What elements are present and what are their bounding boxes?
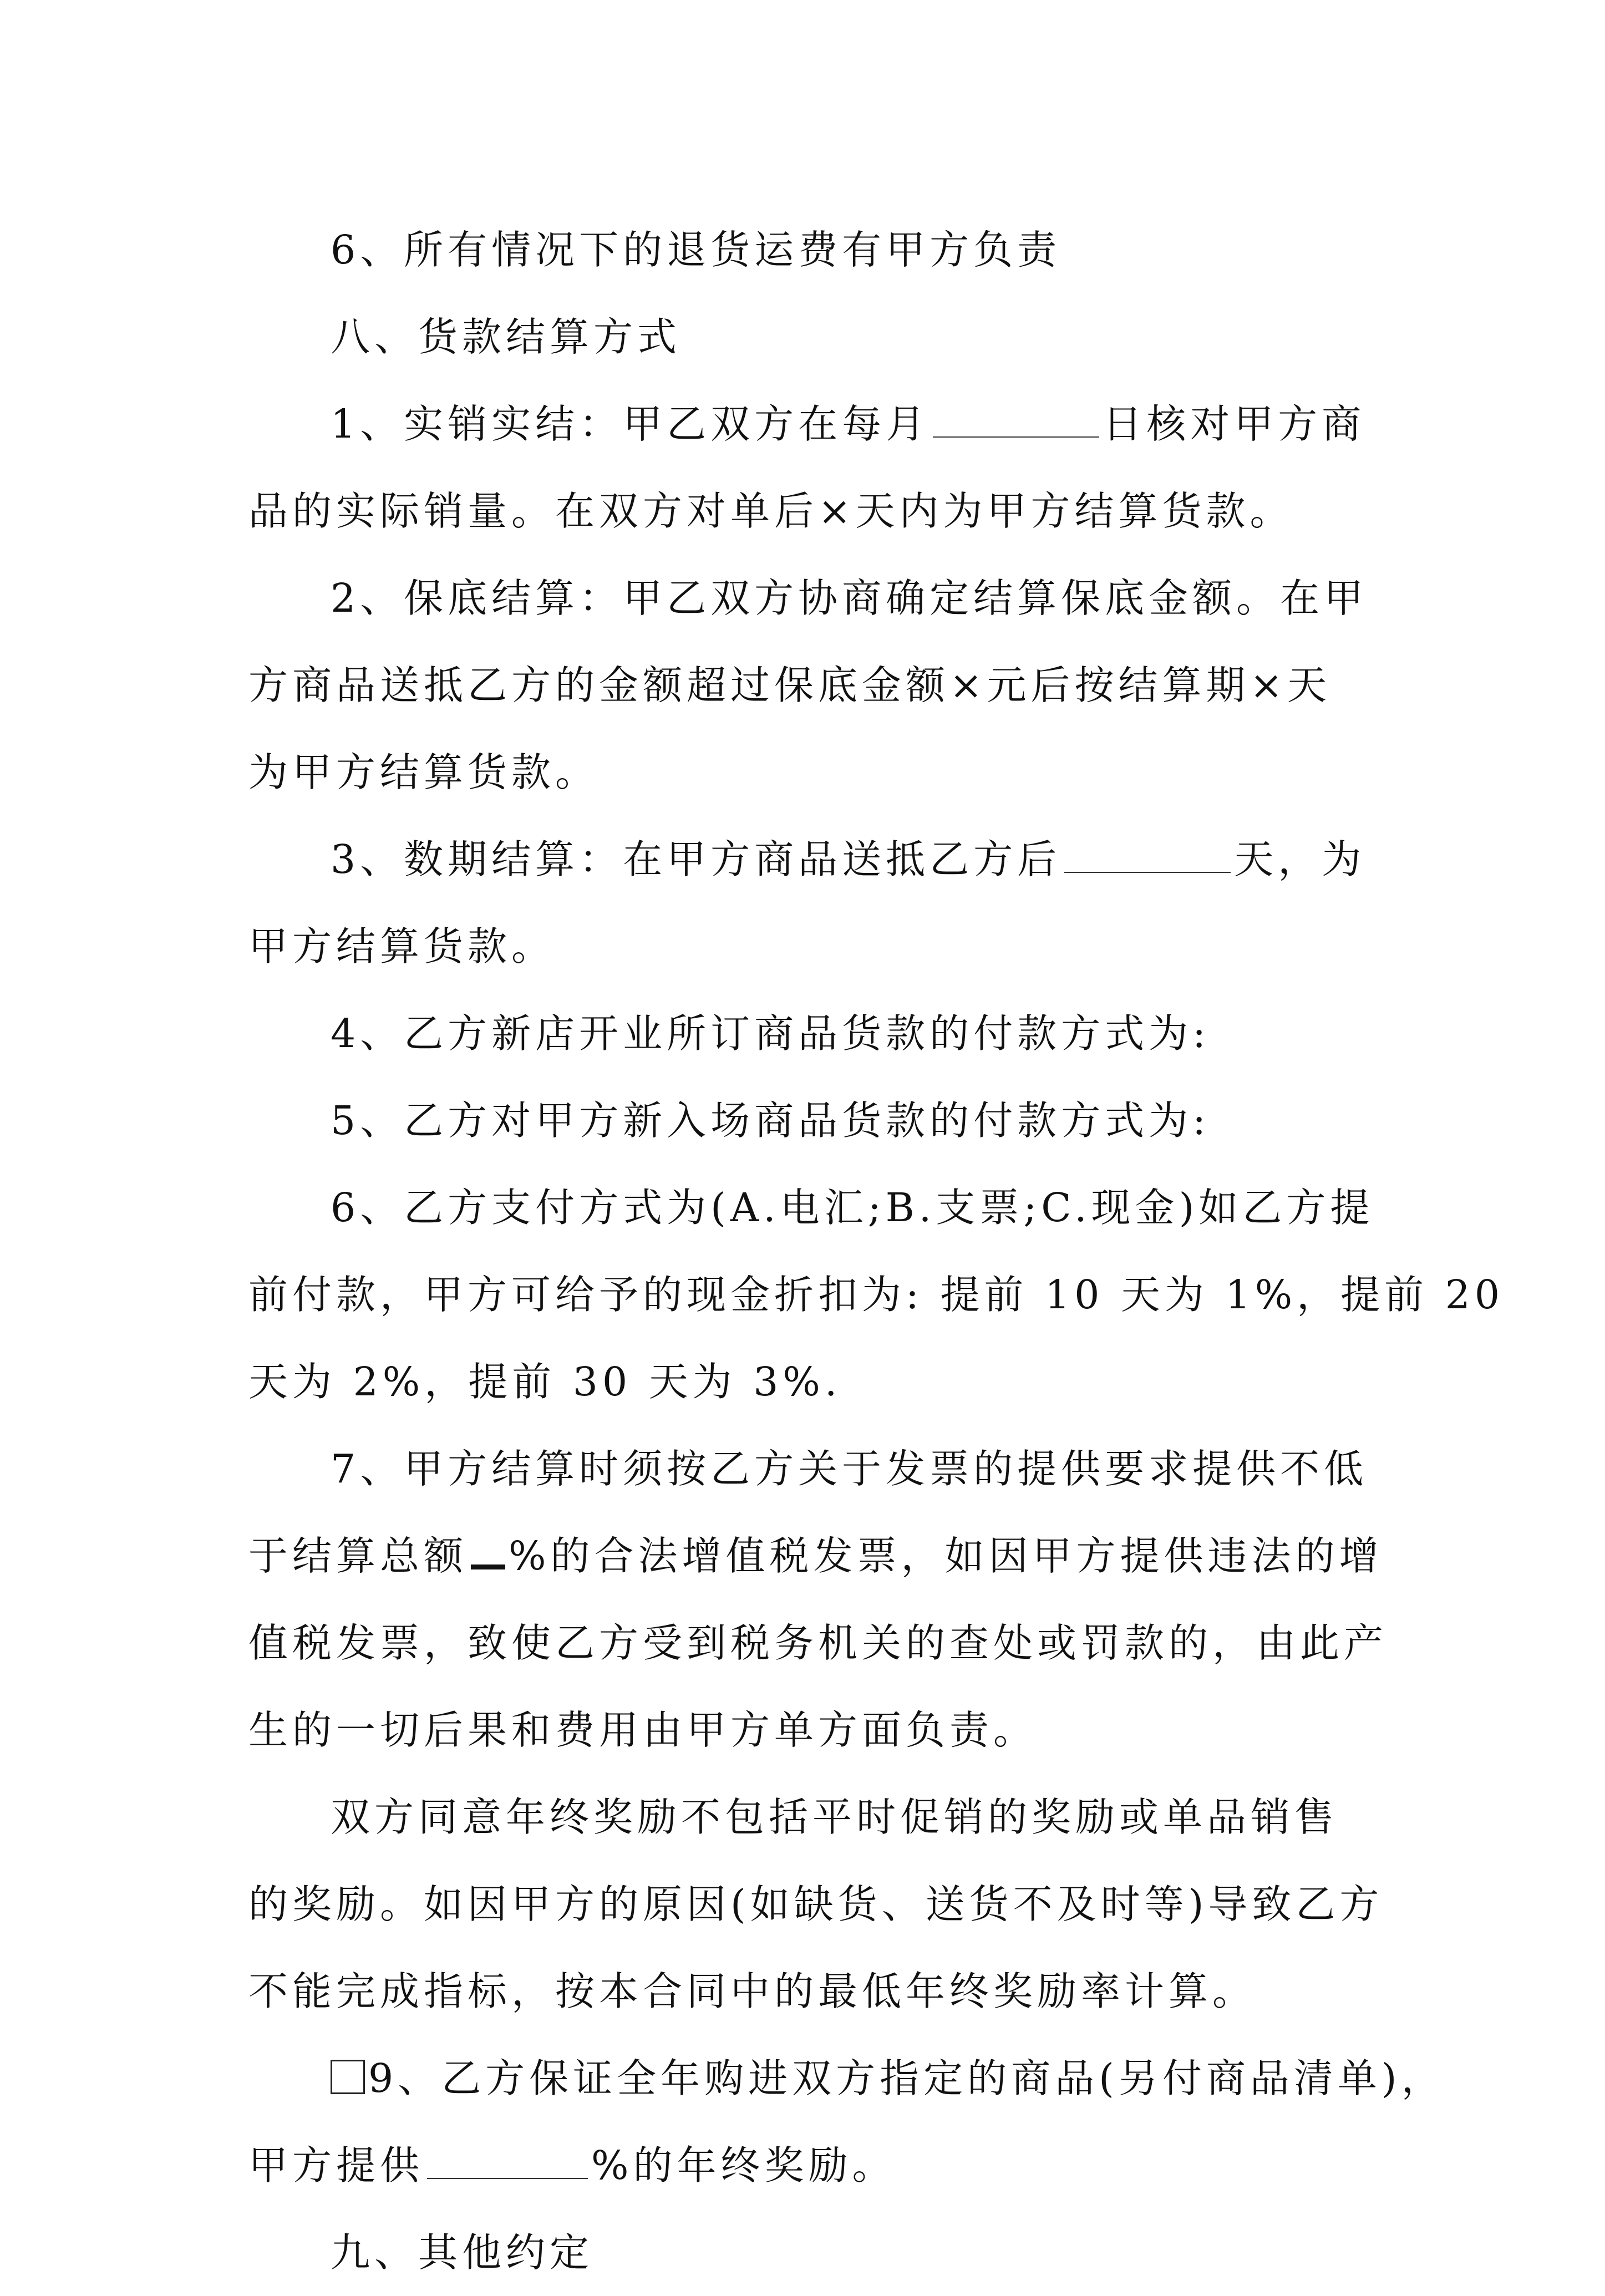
fill-blank-percent[interactable] xyxy=(471,1527,505,1569)
checkbox-icon[interactable] xyxy=(331,2060,365,2094)
clause-text: 9、乙方保证全年购进双方指定的商品(另付商品清单)， xyxy=(368,2055,1445,2101)
clause-text: 日核对甲方商 xyxy=(1103,401,1366,447)
clause-term-settlement xyxy=(248,816,1378,903)
clause-payment-method: 6、乙方支付方式为(A.电汇;B.支票;C.现金)如乙方提 xyxy=(331,1185,1374,1231)
clause-continuation: 生的一切后果和费用由甲方单方面负责。 xyxy=(248,1707,1038,1753)
fill-blank-percent[interactable] xyxy=(427,2141,588,2179)
clause-continuation: 甲方结算货款。 xyxy=(248,923,556,969)
clause-text: 天，为 xyxy=(1234,836,1366,882)
clause-invoice: 7、甲方结算时须按乙方关于发票的提供要求提供不低 xyxy=(331,1446,1368,1492)
clause-text: 于结算总额 xyxy=(248,1533,468,1579)
clause-text: 3、数期结算：在甲方商品送抵乙方后 xyxy=(331,836,1061,882)
clause-text: 甲方提供 xyxy=(248,2142,424,2188)
clause-year-end-bonus: 双方同意年终奖励不包括平时促销的奖励或单品销售 xyxy=(331,1794,1339,1840)
clause-continuation: 天为 2%，提前 30 天为 3%. xyxy=(248,1359,842,1405)
clause-continuation: 值税发票，致使乙方受到税务机关的查处或罚款的，由此产 xyxy=(248,1620,1388,1666)
clause-text: 1、实销实结：甲乙双方在每月 xyxy=(331,401,930,447)
clause-guaranteed-settlement: 2、保底结算：甲乙双方协商确定结算保底金额。在甲 xyxy=(331,575,1368,621)
clause-continuation xyxy=(248,1512,1383,1599)
section-heading-payment: 八、货款结算方式 xyxy=(331,314,682,360)
clause-continuation: 品的实际销量。在双方对单后×天内为甲方结算货款。 xyxy=(248,488,1294,534)
clause-text: %的合法增值税发票，如因甲方提供违法的增 xyxy=(509,1533,1383,1579)
fill-blank-days[interactable] xyxy=(1064,835,1231,873)
clause-continuation xyxy=(248,2122,1378,2209)
clause-new-product-payment: 5、乙方对甲方新入场商品货款的付款方式为: xyxy=(331,1098,1211,1144)
clause-continuation: 前付款，甲方可给予的现金折扣为: 提前 10 天为 1%，提前 20 xyxy=(248,1272,1505,1318)
clause-continuation: 不能完成指标，按本合同中的最低年终奖励率计算。 xyxy=(248,1968,1257,2014)
fill-blank-day[interactable] xyxy=(933,399,1099,438)
return-freight-clause: 6、所有情况下的退货运费有甲方负责 xyxy=(331,227,1061,273)
clause-continuation: 方商品送抵乙方的金额超过保底金额×元后按结算期×天 xyxy=(248,662,1331,708)
clause-text: %的年终奖励。 xyxy=(591,2142,896,2188)
clause-new-store-payment: 4、乙方新店开业所订商品货款的付款方式为: xyxy=(331,1010,1211,1056)
clause-continuation: 的奖励。如因甲方的原因(如缺货、送货不及时等)导致乙方 xyxy=(248,1881,1384,1927)
clause-annual-purchase xyxy=(248,2035,1445,2122)
clause-continuation: 为甲方结算货款。 xyxy=(248,749,600,795)
clause-actual-sales xyxy=(248,380,1378,468)
section-heading-other: 九、其他约定 xyxy=(331,2229,594,2275)
